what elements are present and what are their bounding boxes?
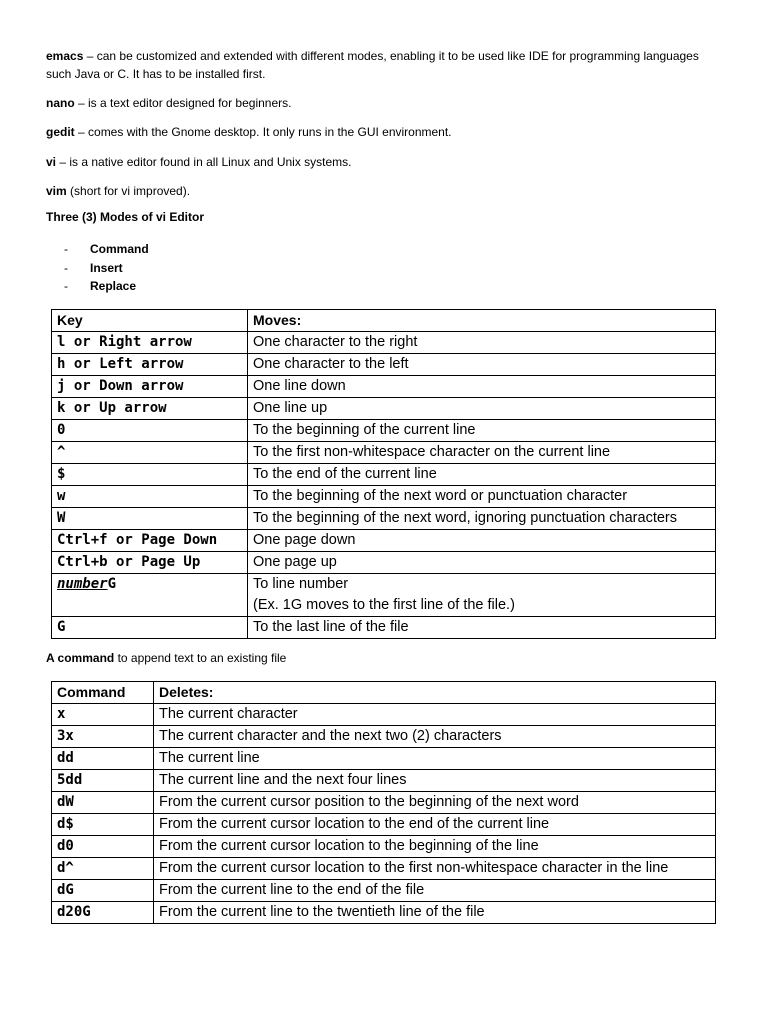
table-row — [52, 464, 716, 486]
table-row — [52, 814, 716, 836]
table-row — [52, 574, 716, 617]
desc-cell: One line up — [248, 398, 716, 420]
desc-cell: To the first non-whitespace character on the current line — [248, 442, 716, 464]
table-row — [52, 530, 716, 552]
desc-line-2: (Ex. 1G moves to the first line of the file.) — [253, 597, 515, 613]
key-cell: h or Left arrow — [52, 354, 248, 376]
key-cell: dG — [52, 880, 154, 902]
key-cell: d^ — [52, 858, 154, 880]
list-item: - Insert — [64, 260, 123, 275]
key-cell: G — [52, 617, 248, 639]
table-row — [52, 726, 716, 748]
desc-cell: One page down — [248, 530, 716, 552]
key-cell: Ctrl+b or Page Up — [52, 552, 248, 574]
key-cell: k or Up arrow — [52, 398, 248, 420]
column-header-key: Key — [52, 310, 248, 332]
desc-cell: One character to the left — [248, 354, 716, 376]
key-cell: $ — [52, 464, 248, 486]
key-cell: Ctrl+f or Page Down — [52, 530, 248, 552]
table-row — [52, 442, 716, 464]
table-row — [52, 508, 716, 530]
desc-cell: To the beginning of the current line — [248, 420, 716, 442]
desc-cell: From the current cursor location to the first non-whitespace character in the line — [154, 858, 716, 880]
editor-emacs: emacs – can be customized and extended with different modes, enabling it to be used like IDE for programming languages such Java or C. It has to be installed first. — [46, 49, 699, 81]
desc-cell: From the current line to the twentieth line of the file — [154, 902, 716, 924]
table-row — [52, 398, 716, 420]
key-cell: d20G — [52, 902, 154, 924]
table-row — [52, 880, 716, 902]
editor-nano: nano – is a text editor designed for beginners. — [46, 96, 292, 110]
desc-cell: One line down — [248, 376, 716, 398]
table-row — [52, 902, 716, 924]
list-item: - Command — [64, 242, 149, 256]
key-cell: 5dd — [52, 770, 154, 792]
table-row — [52, 617, 716, 639]
desc-cell — [248, 574, 716, 617]
desc-cell: From the current cursor location to the end of the current line — [154, 814, 716, 836]
table-header-row — [52, 682, 716, 704]
key-cell: j or Down arrow — [52, 376, 248, 398]
table-row — [52, 748, 716, 770]
delete-commands-table — [51, 681, 716, 924]
desc-cell: One character to the right — [248, 332, 716, 354]
desc-line-1: To line number — [253, 576, 349, 592]
column-header-deletes: Deletes: — [154, 682, 716, 704]
table-row — [52, 486, 716, 508]
desc-cell: One page up — [248, 552, 716, 574]
desc-cell: To the beginning of the next word or punctuation character — [248, 486, 716, 508]
table-row — [52, 552, 716, 574]
table-header-row — [52, 310, 716, 332]
list-item: - Replace — [64, 279, 137, 293]
desc-cell: To the beginning of the next word, ignoring punctuation characters — [248, 508, 716, 530]
table-row — [52, 376, 716, 398]
desc-cell: To the last line of the file — [248, 617, 716, 639]
table-row — [52, 704, 716, 726]
desc-cell: From the current cursor location to the beginning of the line — [154, 836, 716, 858]
table-row — [52, 332, 716, 354]
desc-cell: To the end of the current line — [248, 464, 716, 486]
key-cell: w — [52, 486, 248, 508]
append-command-note: A command to append text to an existing file — [46, 651, 287, 665]
table-row — [52, 770, 716, 792]
key-cell: l or Right arrow — [52, 332, 248, 354]
key-cell: x — [52, 704, 154, 726]
editor-gedit: gedit – comes with the Gnome desktop. It only runs in the GUI environment. — [46, 125, 452, 139]
key-cell: W — [52, 508, 248, 530]
key-cell: d0 — [52, 836, 154, 858]
modes-list — [64, 240, 149, 296]
desc-cell: The current line and the next four lines — [154, 770, 716, 792]
key-cell: dW — [52, 792, 154, 814]
desc-cell: The current character — [154, 704, 716, 726]
table-row — [52, 792, 716, 814]
editor-vi: vi – is a native editor found in all Linux and Unix systems. — [46, 155, 352, 169]
key-cell: 0 — [52, 420, 248, 442]
editor-vim: vim (short for vi improved). — [46, 184, 191, 198]
desc-cell: The current character and the next two (2) characters — [154, 726, 716, 748]
key-cell: d$ — [52, 814, 154, 836]
table-row — [52, 836, 716, 858]
key-cell: ^ — [52, 442, 248, 464]
key-cell — [52, 574, 248, 617]
cursor-movement-table — [51, 309, 716, 639]
key-cell: dd — [52, 748, 154, 770]
table-row — [52, 420, 716, 442]
column-header-command: Command — [52, 682, 154, 704]
table-row — [52, 354, 716, 376]
modes-heading: Three (3) Modes of vi Editor — [46, 210, 205, 224]
desc-cell: The current line — [154, 748, 716, 770]
desc-cell: From the current line to the end of the file — [154, 880, 716, 902]
key-cell: 3x — [52, 726, 154, 748]
key-suffix: G — [107, 576, 117, 592]
desc-cell: From the current cursor position to the beginning of the next word — [154, 792, 716, 814]
key-italic-part: number — [57, 576, 108, 592]
table-row — [52, 858, 716, 880]
column-header-moves: Moves: — [248, 310, 716, 332]
